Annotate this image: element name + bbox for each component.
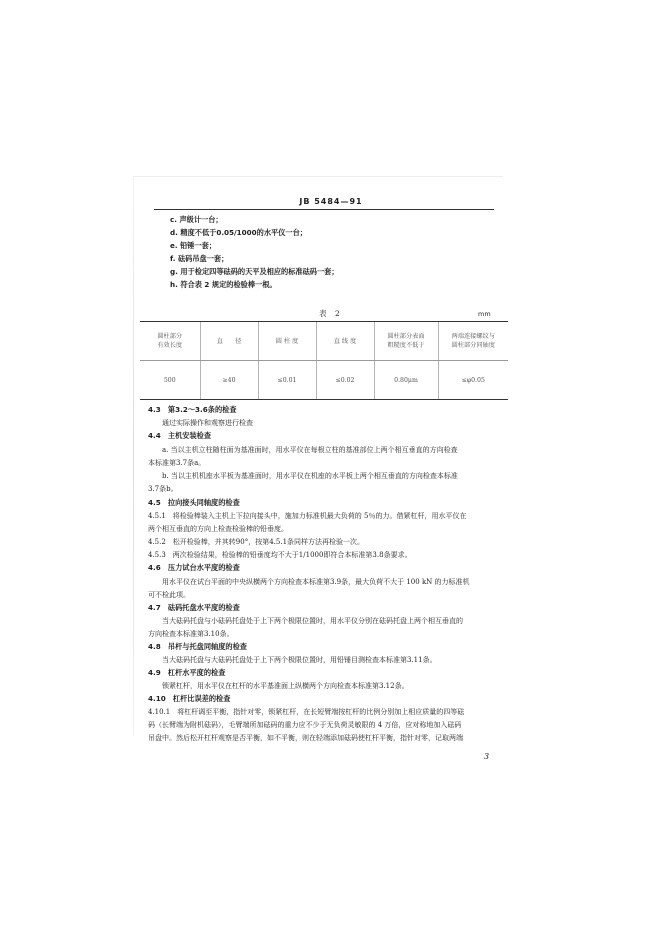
section-4-5-heading: 4.5 拉向接头同轴度的检查	[148, 498, 240, 507]
header-cell-straightness: 直 线 度	[316, 322, 374, 361]
table-unit: mm	[478, 310, 491, 318]
body-line: 当大砝码托盘与大砝码托盘处于上下两个极限位置时，用铅锤目测检查本标准第3.11条。	[148, 656, 437, 664]
list-item-g: g. 用于检定四等砝码的天平及相应的标准砝码一套；	[170, 267, 339, 276]
body-line: 4.10.1 将杠杆调至平衡，指针对零，锁紧杠杆，在长短臂端按杠杆的比例分别加上相应质量的四等砝	[148, 708, 465, 716]
body-line: 4.5.1 将检验棒装入主机上下拉向接头中，施加力标准机最大负荷的 5％的力。借紧杠杆，用水平仪在	[148, 512, 467, 520]
body-line: 当大砝码托盘与小砝码托盘处于上下两个极限位置时，用水平仪分别在砝码托盘上两个相互垂直的	[148, 617, 463, 625]
body-line: 吊盘中。然后松开杠杆观察是否平衡，如不平衡，则在轻端添加砝码使杠杆平衡，指针对零，记取两端	[148, 734, 463, 742]
table-row	[140, 361, 508, 400]
list-item-d: d. 精度不低于0.05/1000的水平仪一台；	[170, 228, 307, 237]
body-line: 码（长臂端为附机砝码），毛臂端所加砝码的重力应不少于无负荷灵敏限的 4 万倍，应对称地加入砝码	[148, 721, 462, 729]
body-line: 两个相互垂直的方向上检查检验棒的铅垂度。	[148, 525, 288, 533]
value-cell-length: 500	[140, 361, 200, 400]
body-line: 本标准第3.7条a。	[148, 459, 206, 467]
list-item-e: e. 铅锤一套；	[170, 241, 217, 250]
value-cell-straightness: ≤0.02	[316, 361, 374, 400]
section-4-7-heading: 4.7 砝码托盘水平度的检查	[148, 603, 240, 612]
table-header-row	[140, 322, 508, 361]
body-line: b. 当以主机机座水平板为基准面时，用水平仪在机座的水平板上两个相互垂直的方向检查本标准	[148, 472, 458, 480]
body-line: 用水平仪在试台平面的中央纵横两个方向检查本标准第3.9条，最大负荷不大于 100 kN 的力标准机	[148, 578, 470, 586]
body-line: 4.5.2 松开检验棒，并其转90°，按第4.5.1条同样方法再检验一次。	[148, 538, 365, 546]
value-cell-cylindricity: ≤0.01	[258, 361, 316, 400]
section-4-8-heading: 4.8 吊杆与托盘同轴度的检查	[148, 642, 247, 651]
value-cell-diameter: ≥40	[200, 361, 258, 400]
page-number: 3	[484, 752, 490, 761]
document-code-header: JB 5484—91	[299, 197, 363, 206]
list-item-h: h. 符合表 2 规定的检验棒一根。	[170, 280, 277, 289]
body-line: 通过实际操作和观察进行检查	[148, 419, 253, 427]
value-cell-coaxiality: ≤φ0.05	[438, 361, 508, 400]
header-cell-diameter: 直 径	[200, 322, 258, 361]
spec-table	[140, 321, 508, 400]
body-line: 方向检查本标准第3.10条。	[148, 630, 234, 638]
body-line: 4.5.3 两次检验结果，检验棒的铅垂度均不大于1/1000即符合本标准第3.8条要求。	[148, 551, 412, 559]
list-item-f: f. 砝码吊盘一套；	[170, 254, 229, 263]
section-4-6-heading: 4.6 压力试台水平度的检查	[148, 563, 240, 572]
scan-edge-left	[133, 176, 134, 736]
section-4-9-heading: 4.9 杠杆水平度的检查	[148, 668, 226, 677]
header-cell-roughness: 圆柱部分表面 粗糙度不低于	[374, 322, 438, 361]
table-title: 表 2	[319, 309, 343, 318]
section-4-3-heading: 4.3 第3.2～3.6条的检查	[148, 405, 237, 414]
body-line: a. 当以主机立柱随柱面为基准面时，用水平仪在每根立柱的基准部位上两个相互垂直的方向检查	[148, 446, 458, 454]
header-cell-cylindricity: 圆 柱 度	[258, 322, 316, 361]
list-item-c: c. 声级计一台；	[170, 215, 223, 224]
scan-edge-top	[133, 176, 503, 177]
value-cell-roughness: 0.80μm	[374, 361, 438, 400]
header-rule	[154, 209, 494, 210]
header-cell-length: 圆柱部分 有效长度	[140, 322, 200, 361]
section-4-4-heading: 4.4 主机安装检查	[148, 431, 212, 440]
body-line: 可不检此项。	[148, 591, 190, 599]
body-line: 3.7条b。	[148, 485, 178, 493]
section-4-10-heading: 4.10 杠杆比误差的检查	[148, 694, 231, 703]
header-cell-coaxiality: 两端连接螺纹与 圆柱部分同轴度	[438, 322, 508, 361]
body-line: 锁紧杠杆，用水平仪在杠杆的水平基准面上纵横两个方向检查本标准第3.12条。	[148, 682, 409, 690]
